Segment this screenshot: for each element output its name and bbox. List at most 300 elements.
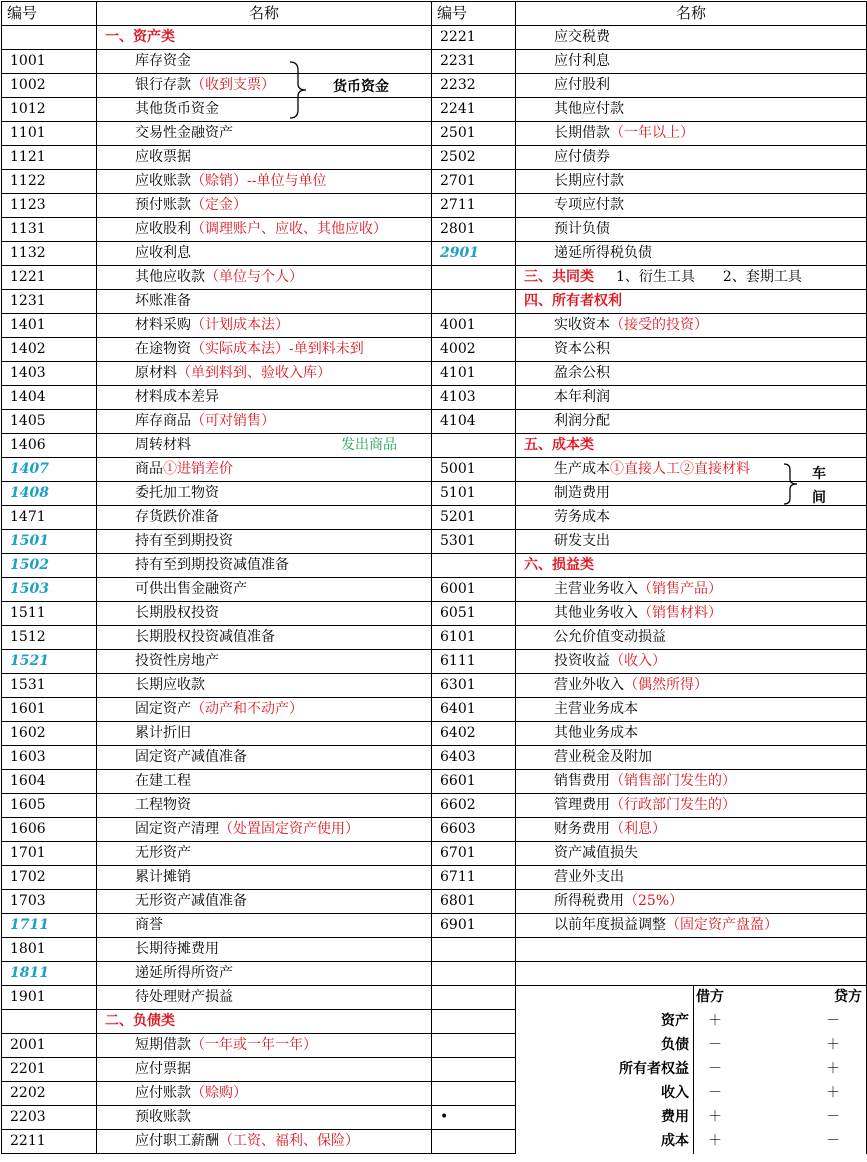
account-name: [97, 626, 432, 650]
account-code: 1503: [2, 578, 97, 602]
account-name-right: [516, 50, 867, 74]
account-name-text: 管理费用: [554, 797, 610, 813]
account-code: 1121: [2, 146, 97, 170]
account-code-right: [432, 1058, 516, 1082]
debit-header: 借方: [694, 986, 800, 1010]
account-name-text: 持有至到期投资: [135, 533, 233, 549]
account-name: [97, 722, 432, 746]
debit-sign: －: [708, 1037, 722, 1053]
account-name-text: 利润分配: [554, 413, 610, 429]
account-name-text: 盈余公积: [554, 365, 610, 381]
account-code-right: 6401: [432, 698, 516, 722]
account-code: 1401: [2, 314, 97, 338]
account-name-text: 公允价值变动损益: [554, 629, 666, 645]
account-code: 2202: [2, 1082, 97, 1106]
account-name: [97, 698, 432, 722]
table-row: [2, 506, 867, 530]
account-name-text: 预计负债: [554, 221, 610, 237]
table-row: [2, 794, 867, 818]
element-category: 收入: [516, 1082, 694, 1106]
account-code: 1602: [2, 722, 97, 746]
table-row: [2, 458, 867, 482]
element-category: 成本: [516, 1130, 694, 1154]
account-code: 1521: [2, 650, 97, 674]
account-code-right: 5301: [432, 530, 516, 554]
account-name-text: 原材料: [135, 365, 177, 381]
account-code: 2201: [2, 1058, 97, 1082]
table-row: [2, 554, 867, 578]
account-name-right: [516, 770, 867, 794]
account-name: [97, 410, 432, 434]
debit-sign: ＋: [708, 1109, 722, 1125]
account-code-right: 6711: [432, 866, 516, 890]
account-name-right: [516, 98, 867, 122]
account-name-text: 长期股权投资减值准备: [135, 629, 275, 645]
table-row: [2, 602, 867, 626]
account-code-right: 2501: [432, 122, 516, 146]
debit-sign: －: [708, 1061, 722, 1077]
account-note: （偶然所得）: [624, 677, 708, 693]
table-row: [2, 914, 867, 938]
account-code-right: 2232: [432, 74, 516, 98]
account-name-right: [516, 818, 867, 842]
account-name: [97, 962, 432, 986]
account-name-text: 短期借款: [135, 1037, 191, 1053]
table-row: [2, 26, 867, 50]
empty-cell: [516, 986, 694, 1010]
account-note: （定金）: [191, 197, 247, 213]
table-row: [2, 578, 867, 602]
account-name-text: 银行存款: [135, 77, 191, 93]
account-name-right: [516, 506, 867, 530]
account-name-text: 固定资产减值准备: [135, 749, 247, 765]
account-name: [97, 458, 432, 482]
table-row: [2, 626, 867, 650]
account-name: [97, 794, 432, 818]
account-code-right: 6051: [432, 602, 516, 626]
account-name-right: [516, 626, 867, 650]
account-name: [97, 770, 432, 794]
account-name: [97, 482, 432, 506]
account-name-right: [516, 938, 867, 962]
account-code: 1131: [2, 218, 97, 242]
account-name-right: [516, 650, 867, 674]
element-category: 资产: [516, 1010, 694, 1034]
account-code-right: 6402: [432, 722, 516, 746]
element-category: 负债: [516, 1034, 694, 1058]
account-code-right: 6901: [432, 914, 516, 938]
account-name: [97, 938, 432, 962]
account-name-text: 商品: [135, 461, 163, 477]
account-name-right: [516, 890, 867, 914]
account-name: [97, 146, 432, 170]
account-note: （实际成本法）-单到料未到: [191, 341, 364, 357]
account-name-text: 生产成本: [554, 461, 610, 477]
account-name: [97, 866, 432, 890]
account-name: [97, 362, 432, 386]
account-note: （一年或一年一年）: [191, 1037, 317, 1053]
account-name-text: 累计摊销: [135, 869, 191, 885]
account-name-text: 实收资本: [554, 317, 610, 333]
account-name-text: 交易性金融资产: [135, 125, 233, 141]
account-name-text: 营业外支出: [554, 869, 624, 885]
account-code: 1711: [2, 914, 97, 938]
account-code-right: 2711: [432, 194, 516, 218]
section-title-text: 五、成本类: [524, 437, 594, 453]
account-code: 1408: [2, 482, 97, 506]
account-name: [97, 1106, 432, 1130]
account-name: [97, 194, 432, 218]
section-title-text: 四、所有者权利: [524, 293, 622, 309]
element-category: 费用: [516, 1106, 694, 1130]
account-code-right: 4101: [432, 362, 516, 386]
account-code-right: 6701: [432, 842, 516, 866]
account-code-right: 4104: [432, 410, 516, 434]
account-code: 1801: [2, 938, 97, 962]
account-code: 1512: [2, 626, 97, 650]
account-code: 1601: [2, 698, 97, 722]
empty-cell: [432, 1010, 516, 1034]
account-name: [97, 890, 432, 914]
account-name-text: 固定资产: [135, 701, 191, 717]
account-code: 1402: [2, 338, 97, 362]
account-name-text: 无形资产减值准备: [135, 893, 247, 909]
section-extra: 1、衍生工具 2、套期工具: [616, 269, 802, 285]
monetary-funds-label: 货币资金: [333, 79, 389, 95]
table-row: [2, 746, 867, 770]
account-name-text: 在建工程: [135, 773, 191, 789]
account-code-right: 5101: [432, 482, 516, 506]
table-row: [2, 1082, 867, 1106]
table-row: [2, 146, 867, 170]
account-name-text: 库存商品: [135, 413, 191, 429]
account-name-text: 资产减值损失: [554, 845, 638, 861]
table-row: [2, 386, 867, 410]
account-note: （计划成本法）: [191, 317, 289, 333]
account-name-text: 预付账款: [135, 197, 191, 213]
account-note: （销售材料）: [638, 605, 722, 621]
account-name: [97, 842, 432, 866]
table-row: [2, 314, 867, 338]
credit-sign: －: [800, 1010, 867, 1034]
account-name: [97, 266, 432, 290]
account-note: （赊销）--单位与单位: [191, 173, 327, 189]
account-name-text: 销售费用: [554, 773, 610, 789]
account-name-text: 在途物资: [135, 341, 191, 357]
account-name: [97, 554, 432, 578]
header-code: 编号: [2, 2, 97, 26]
account-code-right: 6601: [432, 770, 516, 794]
account-name: [97, 1130, 432, 1154]
account-note: （调理账户、应收、其他应收）: [191, 221, 387, 237]
account-code: [2, 1010, 97, 1034]
account-name-text: 应付债券: [554, 149, 610, 165]
account-note: （单位与个人）: [205, 269, 303, 285]
table-row: [2, 674, 867, 698]
table-row: [2, 50, 867, 74]
account-name-text: 递延所得税负债: [554, 245, 652, 261]
account-code-right: [432, 554, 516, 578]
account-name-right: [516, 146, 867, 170]
account-name-text: 制造费用: [554, 485, 610, 501]
debit-sign: ＋: [708, 1133, 722, 1149]
account-name: [97, 1058, 432, 1082]
account-code: 1511: [2, 602, 97, 626]
section-title-right: [516, 554, 867, 578]
workshop-label-1: 车: [812, 466, 826, 482]
account-note: （一年以上）: [610, 125, 694, 141]
account-name-text: 主营业务成本: [554, 701, 638, 717]
account-code: 1901: [2, 986, 97, 1010]
account-code-right: [432, 938, 516, 962]
section-title-text: 三、共同类: [524, 269, 594, 285]
account-name-right: [516, 338, 867, 362]
account-name-text: 其他业务收入: [554, 605, 638, 621]
account-note: （行政部门发生的）: [610, 797, 736, 813]
account-code-right: 4103: [432, 386, 516, 410]
account-name-right: [516, 26, 867, 50]
account-name-text: 专项应付款: [554, 197, 624, 213]
credit-sign: －: [800, 1130, 867, 1154]
account-name-text: 长期借款: [554, 125, 610, 141]
table-row: [2, 194, 867, 218]
table-row: [2, 338, 867, 362]
account-name-text: 投资收益: [554, 653, 610, 669]
account-name: 待处理财产损益: [97, 986, 432, 1010]
table-row: [2, 530, 867, 554]
account-name: [97, 530, 432, 554]
account-name: [97, 314, 432, 338]
account-name-right: [516, 242, 867, 266]
account-note: （处置固定资产使用）: [219, 821, 359, 837]
account-name: [97, 218, 432, 242]
account-code: 1405: [2, 410, 97, 434]
table-row: [2, 266, 867, 290]
account-note: （工资、福利、保险）: [219, 1133, 359, 1149]
account-name-text: 劳务成本: [554, 509, 610, 525]
account-code: 1122: [2, 170, 97, 194]
account-name: [97, 914, 432, 938]
account-name: [97, 290, 432, 314]
account-code: 1605: [2, 794, 97, 818]
account-note: （动产和不动产）: [191, 701, 303, 717]
table-row: [2, 410, 867, 434]
account-code: 1604: [2, 770, 97, 794]
account-name: [97, 674, 432, 698]
account-code-right: 6801: [432, 890, 516, 914]
account-name-right: [516, 698, 867, 722]
section-title: 一、资产类: [97, 26, 432, 50]
account-note: （收入）: [610, 653, 666, 669]
account-code-right: 6111: [432, 650, 516, 674]
account-name-text: 坏账准备: [135, 293, 191, 309]
table-row: [2, 890, 867, 914]
account-code-right: 2221: [432, 26, 516, 50]
account-name-text: 研发支出: [554, 533, 610, 549]
account-name: [97, 338, 432, 362]
header-code-2: 编号: [432, 2, 516, 26]
table-row: [2, 218, 867, 242]
account-name-text: 其他应收款: [135, 269, 205, 285]
account-name: [97, 98, 432, 122]
account-code: 1002: [2, 74, 97, 98]
account-note: （赊购）: [191, 1085, 247, 1101]
account-name-right: [516, 194, 867, 218]
account-note: （可对销售）: [191, 413, 275, 429]
account-note: （单到料到、验收入库）: [177, 365, 331, 381]
workshop-label-2: 间: [812, 490, 826, 506]
header-row: [2, 2, 867, 26]
account-name-text: 本年利润: [554, 389, 610, 405]
account-code-right: 6602: [432, 794, 516, 818]
account-code-right: 4001: [432, 314, 516, 338]
account-name-text: 长期应付款: [554, 173, 624, 189]
account-name: [97, 242, 432, 266]
debit-sign: ＋: [708, 1013, 722, 1029]
account-name-text: 材料采购: [135, 317, 191, 333]
account-code-right: [432, 434, 516, 458]
section-title-right: [516, 266, 867, 290]
section-title-right: [516, 290, 867, 314]
debit-sign: －: [708, 1085, 722, 1101]
account-name-right: [516, 914, 867, 938]
account-name-text: 工程物资: [135, 797, 191, 813]
account-name-right: [516, 602, 867, 626]
account-code: 2001: [2, 1034, 97, 1058]
account-name: [97, 1034, 432, 1058]
account-name: [97, 602, 432, 626]
account-name-right: [516, 530, 867, 554]
account-code: 1101: [2, 122, 97, 146]
account-name-text: 其他应付款: [554, 101, 624, 117]
account-code: 1404: [2, 386, 97, 410]
account-name-text: 商誉: [135, 917, 163, 933]
table-row: [2, 842, 867, 866]
section-title: 二、负债类: [97, 1010, 432, 1034]
account-name-text: 财务费用: [554, 821, 610, 837]
account-name-text: 所得税费用: [554, 893, 624, 909]
account-name-text: 长期待摊费用: [135, 941, 219, 957]
credit-sign: ＋: [800, 1082, 867, 1106]
account-code-right: 4002: [432, 338, 516, 362]
account-name-right: [516, 122, 867, 146]
account-code-right: [432, 290, 516, 314]
account-name-text: 可供出售金融资产: [135, 581, 247, 597]
account-name-right: [516, 722, 867, 746]
brace-icon: [288, 60, 310, 120]
table-row: [2, 818, 867, 842]
table-row: [2, 962, 867, 986]
account-code: 1811: [2, 962, 97, 986]
account-note: （固定资产盘盈）: [666, 917, 778, 933]
account-code: 1603: [2, 746, 97, 770]
credit-sign: ＋: [800, 1034, 867, 1058]
table-row: [2, 938, 867, 962]
table-row: [2, 1034, 867, 1058]
account-name: [97, 122, 432, 146]
account-name-text: 应付票据: [135, 1061, 191, 1077]
credit-sign: －: [800, 1106, 867, 1130]
table-row: [2, 722, 867, 746]
account-code: 1403: [2, 362, 97, 386]
account-name: [97, 746, 432, 770]
account-name-text: 固定资产清理: [135, 821, 219, 837]
account-code: [2, 26, 97, 50]
account-name-text: 应收利息: [135, 245, 191, 261]
account-name-right: [516, 386, 867, 410]
table-row: [2, 122, 867, 146]
account-name: [97, 50, 432, 74]
table-row: [2, 770, 867, 794]
table-row: [2, 434, 867, 458]
account-name-text: 材料成本差异: [135, 389, 219, 405]
header-name: 名称: [97, 2, 432, 26]
table-row: [2, 1130, 867, 1154]
account-code-right: 6403: [432, 746, 516, 770]
account-code: 1231: [2, 290, 97, 314]
account-code-table: [1, 1, 867, 1154]
account-name: [97, 170, 432, 194]
account-name-right: [516, 578, 867, 602]
account-name-right: [516, 362, 867, 386]
account-name: [97, 434, 432, 458]
account-code: 1703: [2, 890, 97, 914]
account-name-right: [516, 218, 867, 242]
account-code: 1001: [2, 50, 97, 74]
account-name-text: 投资性房地产: [135, 653, 219, 669]
account-code: 1471: [2, 506, 97, 530]
element-category: 所有者权益: [516, 1058, 694, 1082]
account-code: 1012: [2, 98, 97, 122]
account-name-text: 应收账款: [135, 173, 191, 189]
account-name-text: 营业税金及附加: [554, 749, 652, 765]
account-name-text: 存货跌价准备: [135, 509, 219, 525]
account-name-text: 委托加工物资: [135, 485, 219, 501]
account-code: 2211: [2, 1130, 97, 1154]
account-note: ①直接人工②直接材料: [610, 461, 750, 477]
table-row: [2, 170, 867, 194]
account-name: [97, 650, 432, 674]
account-code: 2203: [2, 1106, 97, 1130]
account-name-text: 无形资产: [135, 845, 191, 861]
account-name-right: [516, 962, 867, 986]
table-row: [2, 362, 867, 386]
account-code: 1702: [2, 866, 97, 890]
account-name-right: [516, 794, 867, 818]
account-note: （25%）: [624, 893, 684, 909]
credit-header: 贷方: [800, 986, 867, 1010]
section-title-right: [516, 434, 867, 458]
table-row: [2, 1010, 867, 1034]
account-note: （接受的投资）: [610, 317, 708, 333]
account-code: 1501: [2, 530, 97, 554]
account-code-right: 2701: [432, 170, 516, 194]
account-name-text: 应付账款: [135, 1085, 191, 1101]
account-name-text: 递延所得所资产: [135, 965, 233, 981]
account-name-text: 其他业务成本: [554, 725, 638, 741]
account-code: 1407: [2, 458, 97, 482]
account-name-text: 营业外收入: [554, 677, 624, 693]
account-name: [97, 386, 432, 410]
table-row: [2, 290, 867, 314]
account-name-text: 长期股权投资: [135, 605, 219, 621]
account-code: 1502: [2, 554, 97, 578]
account-code-right: 2231: [432, 50, 516, 74]
account-note: （收到支票）: [191, 77, 275, 93]
account-name-text: 其他货币资金: [135, 101, 219, 117]
account-code: 1606: [2, 818, 97, 842]
account-name-text: 资本公积: [554, 341, 610, 357]
